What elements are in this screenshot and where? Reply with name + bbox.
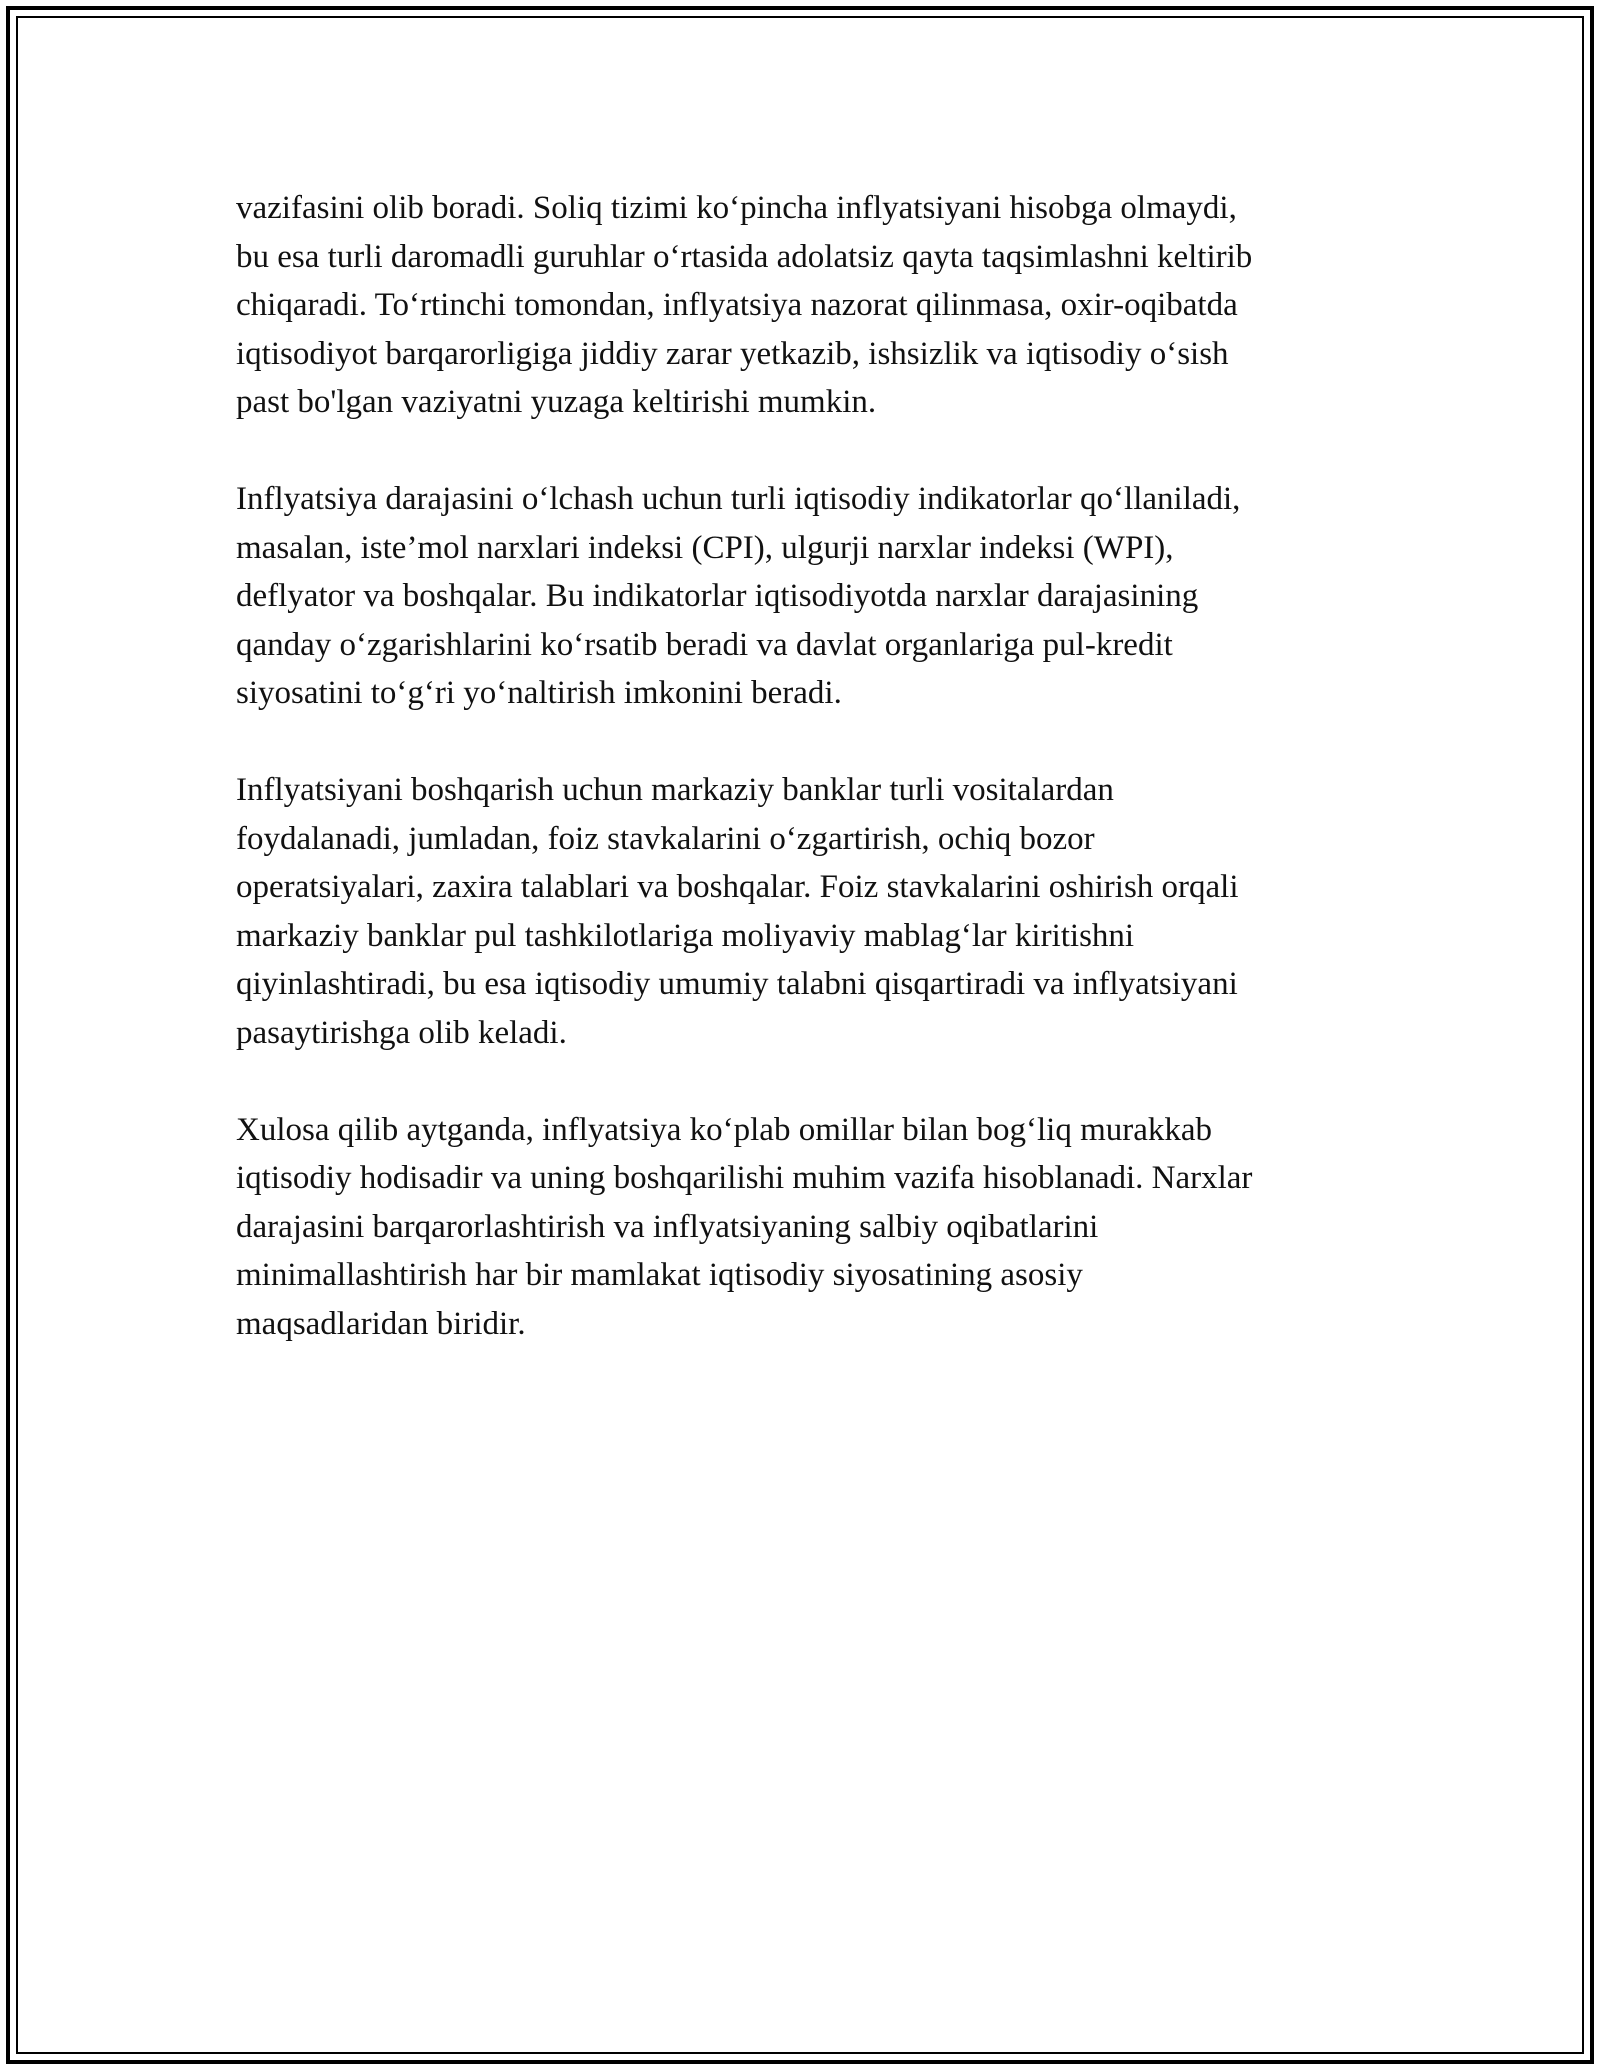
text-line: siyosatini to‘g‘ri yo‘naltirish imkonini beradi. bbox=[236, 675, 842, 711]
text-line: iqtisodiy hodisadir va uning boshqarilishi muhim vazifa hisoblanadi. Narxlar bbox=[236, 1160, 1253, 1196]
text-line: operatsiyalari, zaxira talablari va boshqalar. Foiz stavkalarini oshirish orqali bbox=[236, 869, 1239, 905]
text-line: Inflyatsiya darajasini o‘lchash uchun turli iqtisodiy indikatorlar qo‘llaniladi, bbox=[236, 481, 1241, 517]
paragraph-3 bbox=[236, 766, 1386, 1057]
text-line: Xulosa qilib aytganda, inflyatsiya ko‘plab omillar bilan bog‘liq murakkab bbox=[236, 1111, 1213, 1148]
text-line: darajasini barqarorlashtirish va inflyatsiyaning salbiy oqibatlarini bbox=[236, 1208, 1099, 1245]
text-line: chiqaradi. To‘rtinchi tomondan, inflyatsiya nazorat qilinmasa, oxir-oqibatda bbox=[236, 287, 1238, 323]
document-body bbox=[236, 184, 1386, 1397]
text-line: qanday o‘zgarishlarini ko‘rsatib beradi va davlat organlariga pul-kredit bbox=[236, 626, 1173, 663]
text-line: past bo'lgan vaziyatni yuzaga keltirishi mumkin. bbox=[236, 384, 877, 420]
text-line: foydalanadi, jumladan, foiz stavkalarini o‘zgartirish, ochiq bozor bbox=[236, 820, 1095, 857]
text-line: qiyinlashtiradi, bu esa iqtisodiy umumiy talabni qisqartiradi va inflyatsiyani bbox=[236, 966, 1238, 1002]
paragraph-2 bbox=[236, 475, 1386, 718]
text-line: Inflyatsiyani boshqarish uchun markaziy banklar turli vositalardan bbox=[236, 772, 1114, 808]
text-line: vazifasini olib boradi. Soliq tizimi ko‘pincha inflyatsiyani hisobga olmaydi, bbox=[236, 190, 1237, 226]
text-line: markaziy banklar pul tashkilotlariga moliyaviy mablag‘lar kiritishni bbox=[236, 917, 1135, 954]
text-line: deflyator va boshqalar. Bu indikatorlar iqtisodiyotda narxlar darajasining bbox=[236, 578, 1199, 614]
text-line: minimallashtirish har bir mamlakat iqtisodiy siyosatining asosiy bbox=[236, 1257, 1083, 1293]
text-line: iqtisodiyot barqarorligiga jiddiy zarar yetkazib, ishsizlik va iqtisodiy o‘sish bbox=[236, 335, 1229, 372]
paragraph-1 bbox=[236, 184, 1386, 427]
text-line: masalan, iste’mol narxlari indeksi (CPI), ulgurji narxlar indeksi (WPI), bbox=[236, 529, 1174, 566]
text-line: maqsadlaridan biridir. bbox=[236, 1305, 526, 1342]
text-line: bu esa turli daromadli guruhlar o‘rtasida adolatsiz qayta taqsimlashni keltirib bbox=[236, 238, 1253, 275]
paragraph-4 bbox=[236, 1106, 1386, 1349]
text-line: pasaytirishga olib keladi. bbox=[236, 1014, 567, 1051]
